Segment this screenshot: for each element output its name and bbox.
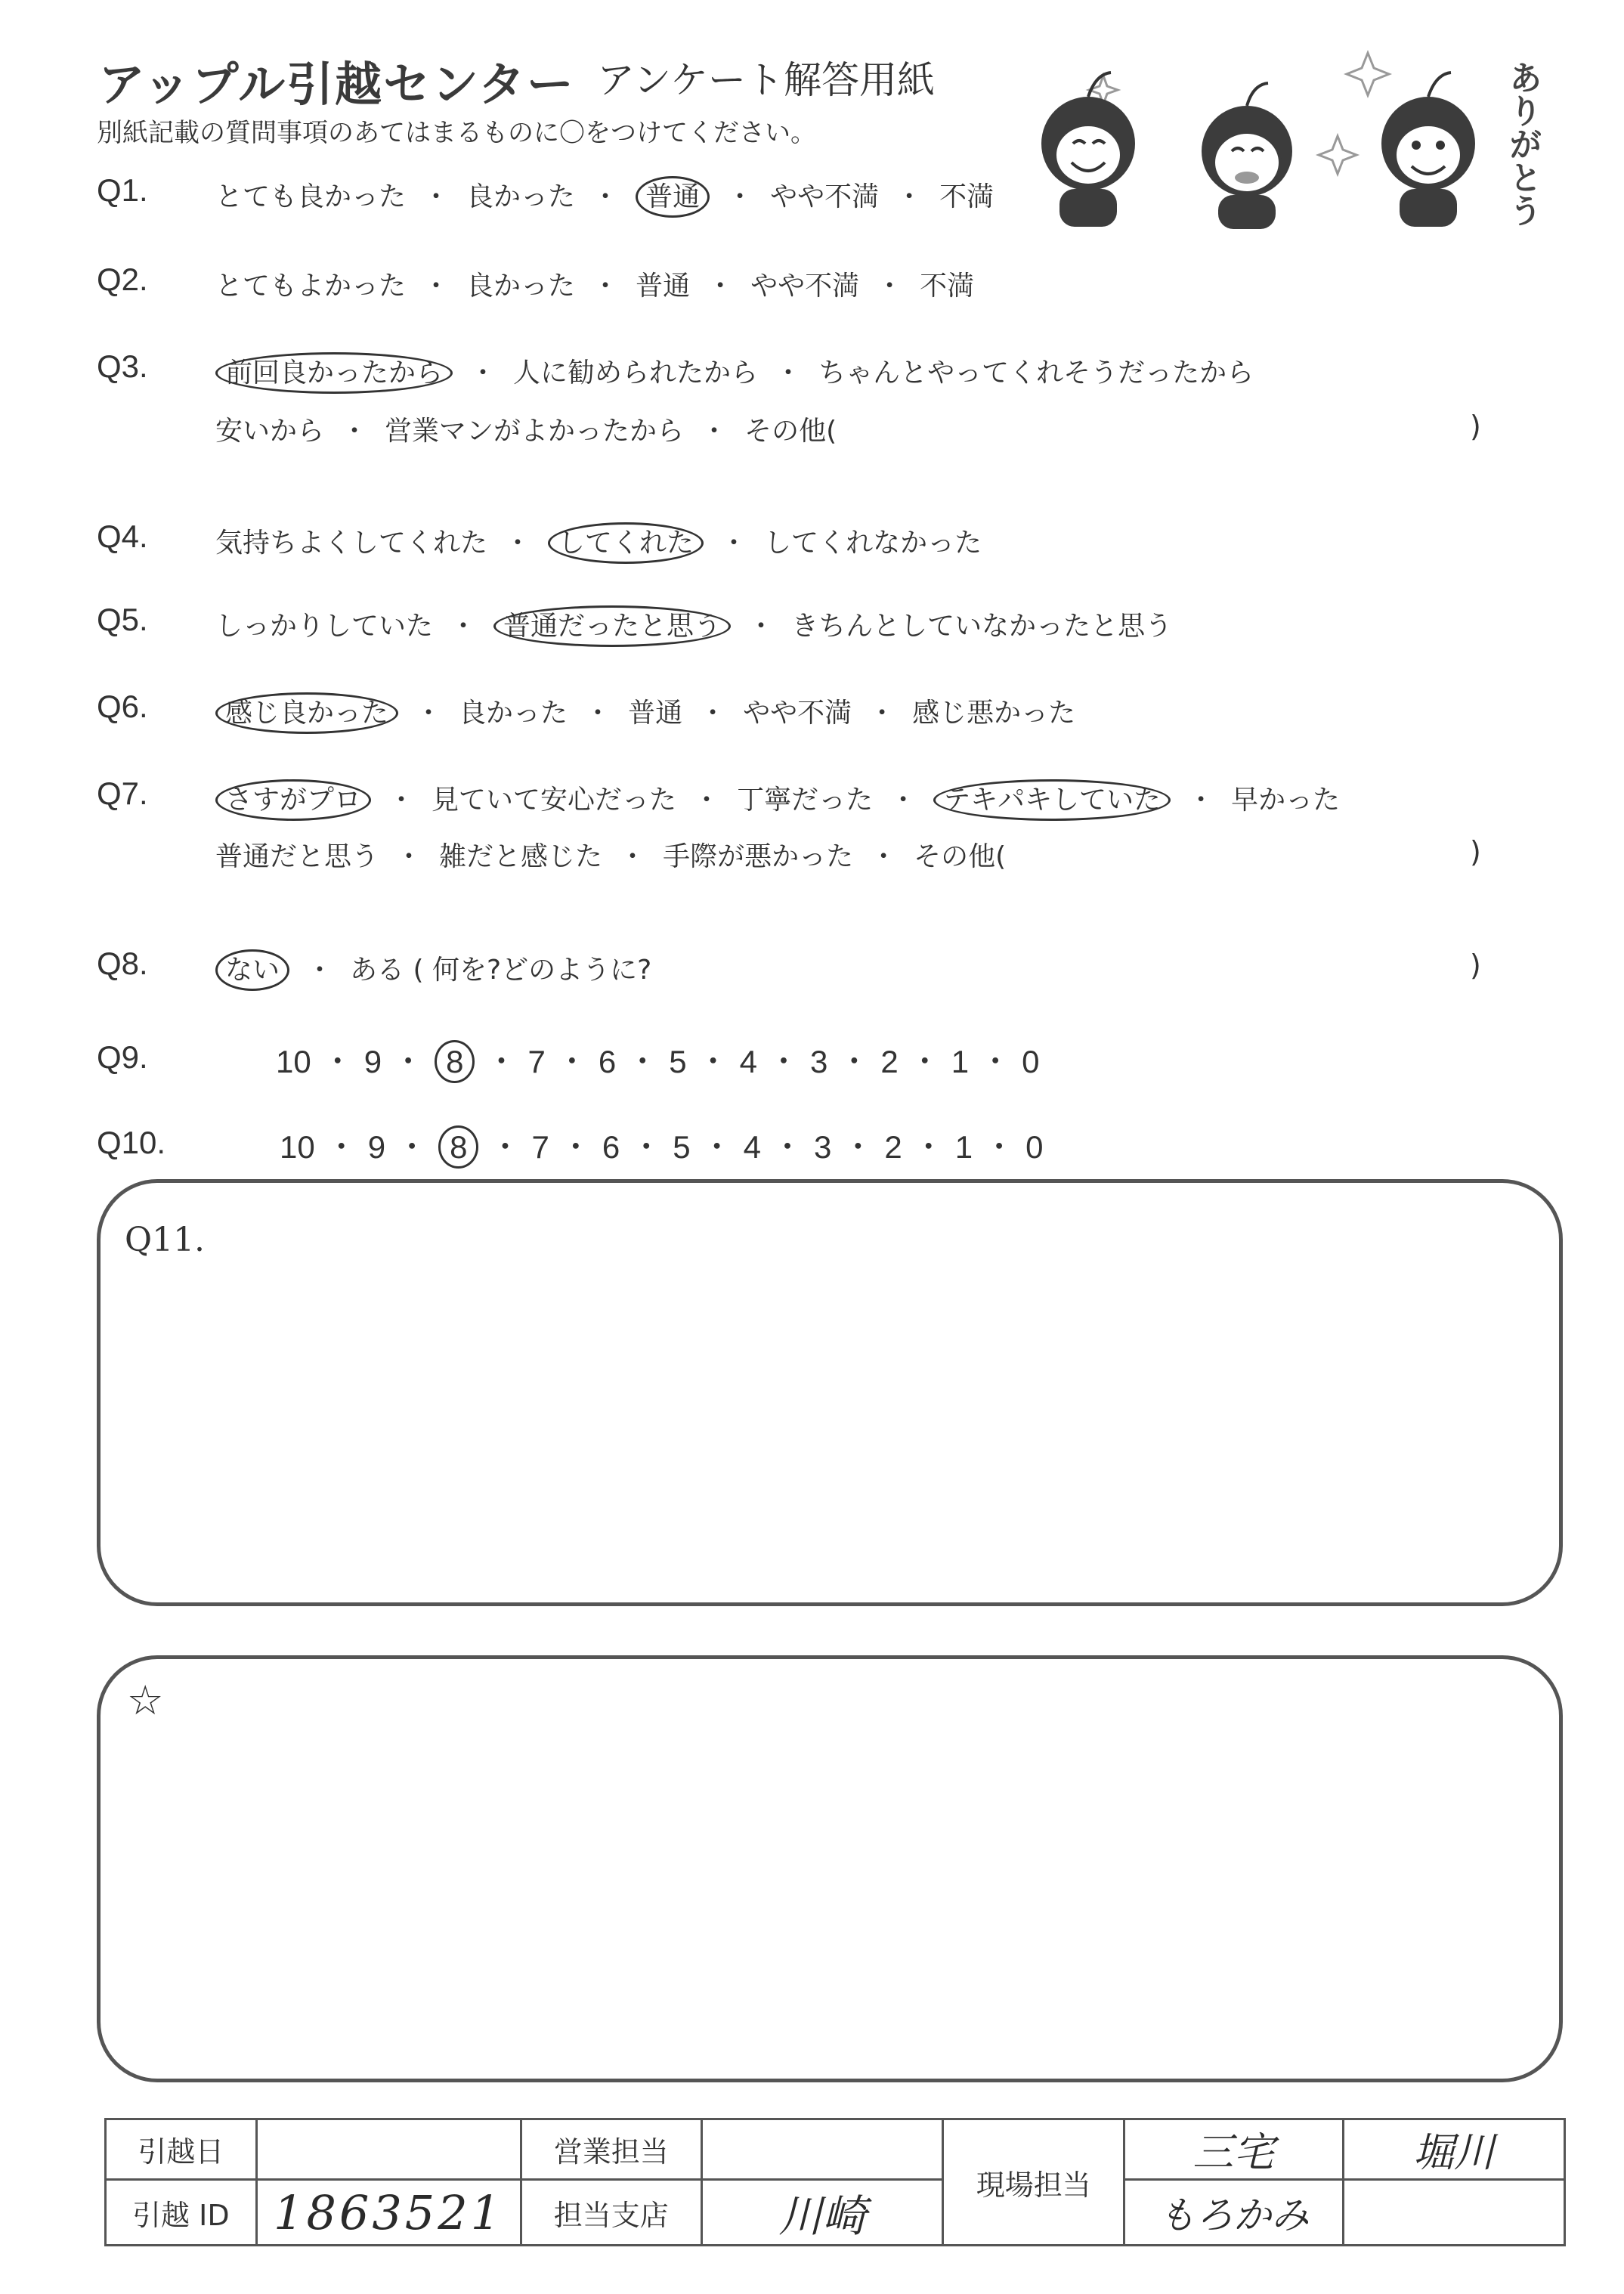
question-label: Q4. [97,519,148,554]
separator-dot: ・ [504,528,532,559]
sparkle-icon [1347,53,1389,95]
sales-staff-value[interactable] [702,2119,943,2180]
separator-dot: ・ [584,698,612,729]
separator-dot: ・ [341,416,369,447]
star-icon: ☆ [127,1676,164,1724]
answer-option[interactable]: 良かった [466,181,576,212]
answer-option[interactable]: ちゃんとやってくれそうだったから [818,358,1254,389]
question-label: Q2. [97,262,148,297]
separator-dot: ・ [489,1129,521,1165]
separator-dot: ・ [592,271,620,302]
separator-dot: ・ [775,358,803,389]
answer-option[interactable]: 良かった [459,698,568,729]
answer-option[interactable]: 普通 [628,698,683,729]
answer-option-selected[interactable]: 前回良かったから [215,352,453,394]
separator-dot: ・ [870,841,898,872]
branch-value[interactable]: 川崎 [702,2180,943,2246]
separator-dot: ・ [983,1129,1016,1165]
answer-options-row [215,605,1172,643]
separator-dot: ・ [306,955,334,986]
separator-dot: ・ [912,1129,945,1165]
answer-option[interactable]: その他( [744,416,837,447]
score-option[interactable]: 6 [602,1129,620,1165]
field-staff-2[interactable]: 堀川 [1343,2119,1565,2180]
field-staff-1[interactable]: 三宅 [1124,2119,1343,2180]
question-label: Q6. [97,689,148,724]
score-option[interactable]: 5 [669,1044,687,1079]
score-option[interactable]: 1 [951,1044,970,1079]
separator-dot: ・ [701,1129,733,1165]
score-option[interactable]: 0 [1025,1129,1044,1165]
separator-dot: ・ [619,841,647,872]
separator-dot: ・ [842,1129,874,1165]
answer-option-selected[interactable]: テキパキしていた [933,779,1171,821]
separator-dot: ・ [889,785,917,816]
separator-dot: ・ [707,271,735,302]
score-option[interactable]: 10 [280,1129,315,1165]
separator-dot: ・ [697,1044,729,1079]
answer-options-row [215,265,974,303]
separator-dot: ・ [325,1129,357,1165]
score-option[interactable]: 0 [1022,1044,1040,1079]
answer-option[interactable]: 感じ悪かった [912,698,1076,729]
q9-scale [276,1037,1039,1082]
question-label: Q1. [97,172,148,208]
separator-dot: ・ [415,698,443,729]
score-option[interactable]: 10 [276,1044,311,1079]
separator-dot: ・ [699,698,727,729]
monkey-icon [1381,73,1475,227]
branch-label: 担当支店 [521,2180,702,2246]
score-option[interactable]: 4 [743,1129,761,1165]
separator-dot: ・ [896,181,923,212]
answer-option-selected[interactable]: ない [215,949,289,991]
answer-option[interactable]: とても良かった [215,181,407,212]
answer-option[interactable]: とてもよかった [215,271,407,302]
monkey-icon [1041,73,1135,227]
close-parenthesis: ) [1470,410,1481,443]
score-option[interactable]: 9 [363,1044,382,1079]
separator-dot: ・ [979,1044,1012,1079]
separator-dot: ・ [868,698,896,729]
separator-dot: ・ [626,1044,659,1079]
separator-dot: ・ [747,611,775,642]
score-option[interactable]: 3 [813,1129,832,1165]
answer-option[interactable]: 安いから [215,416,325,447]
answer-option[interactable]: ある ( 何を?どのように? [350,955,652,986]
answer-option-selected[interactable]: 普通だったと思う [493,605,731,647]
separator-dot: ・ [396,1129,428,1165]
separator-dot: ・ [592,181,620,212]
answer-option[interactable]: 不満 [920,271,975,302]
separator-dot: ・ [321,1044,354,1079]
question-label: Q8. [97,946,148,981]
answer-option[interactable]: 営業マンがよかったから [385,416,685,447]
answer-options-row [215,351,1254,390]
field-staff-3[interactable]: もろかみ [1124,2180,1343,2246]
separator-dot: ・ [559,1129,592,1165]
answer-option-selected[interactable]: してくれた [548,522,704,564]
answer-option[interactable]: やや不満 [750,271,860,302]
answer-option[interactable]: きちんとしていなかったと思う [791,611,1173,642]
separator-dot: ・ [388,785,416,816]
separator-dot: ・ [838,1044,871,1079]
q10-scale [280,1122,1043,1168]
score-option[interactable]: 5 [673,1129,691,1165]
comment-box[interactable] [97,1655,1563,2082]
answer-options-row [215,522,982,560]
answer-option[interactable]: やや不満 [770,181,880,212]
answer-options-row [215,949,651,987]
answer-option[interactable]: 良かった [466,271,576,302]
answer-options-row [215,410,837,448]
instructions: 別紙記載の質問事項のあてはまるものに〇をつけてください。 [97,118,816,148]
separator-dot: ・ [450,611,478,642]
answer-option[interactable]: やや不満 [743,698,852,729]
close-parenthesis: ) [1470,835,1481,868]
monkey-mascots-illustration [1020,45,1564,234]
score-option[interactable]: 6 [598,1044,617,1079]
answer-option[interactable]: してくれなかった [764,528,982,559]
separator-dot: ・ [720,528,748,559]
answer-options-row [215,779,1340,817]
answer-option[interactable]: 丁寧だった [737,785,874,816]
separator-dot: ・ [555,1044,588,1079]
monkey-icon [1202,83,1292,229]
separator-dot: ・ [469,358,497,389]
separator-dot: ・ [485,1044,518,1079]
separator-dot: ・ [422,271,450,302]
score-option[interactable]: 2 [884,1129,902,1165]
separator-dot: ・ [726,181,754,212]
answer-option[interactable]: 早かった [1231,785,1341,816]
answer-option[interactable]: 人に勧められたから [513,358,759,389]
q11-answer-box[interactable] [97,1179,1563,1606]
separator-dot: ・ [908,1044,941,1079]
staff-info-table [104,2118,1566,2246]
answer-option[interactable]: 見ていて安心だった [432,785,677,816]
answer-option[interactable]: 普通 [636,271,691,302]
answer-option[interactable]: 手際が悪かった [663,841,854,872]
q11-label: Q11. [125,1221,206,1259]
question-label: Q7. [97,776,148,811]
answer-options-row [215,692,1075,730]
answer-option[interactable]: 雑だと感じた [439,841,603,872]
q10-label: Q10. [97,1125,166,1160]
score-option-selected[interactable]: 8 [438,1125,478,1169]
score-option[interactable]: 7 [527,1044,546,1079]
separator-dot: ・ [771,1129,803,1165]
field-staff-4[interactable] [1343,2180,1565,2246]
separator-dot: ・ [630,1129,663,1165]
separator-dot: ・ [392,1044,425,1079]
form-title: アンケート解答用紙 [597,58,935,102]
q9-label: Q9. [97,1039,148,1075]
score-option[interactable]: 4 [739,1044,757,1079]
separator-dot: ・ [1187,785,1215,816]
answer-option[interactable]: しっかりしていた [215,611,434,642]
move-date-value[interactable] [256,2119,521,2180]
answer-option-selected[interactable]: さすがプロ [215,779,371,821]
close-parenthesis: ) [1470,949,1481,982]
answer-option[interactable]: その他( [914,841,1007,872]
answer-option[interactable]: 気持ちよくしてくれた [215,528,488,559]
score-option[interactable]: 7 [531,1129,549,1165]
company-title: アップル引越センター [98,57,575,112]
separator-dot: ・ [767,1044,800,1079]
separator-dot: ・ [395,841,423,872]
score-option[interactable]: 9 [367,1129,386,1165]
answer-option-selected[interactable]: 普通 [636,176,710,218]
score-option[interactable]: 3 [809,1044,828,1079]
answer-option-selected[interactable]: 感じ良かった [215,692,398,734]
question-label: Q3. [97,348,148,384]
answer-option[interactable]: 不満 [939,181,995,212]
answer-options-row [215,175,994,214]
score-option-selected[interactable]: 8 [435,1040,475,1083]
move-id-label: 引越 ID [106,2180,257,2246]
score-option[interactable]: 2 [880,1044,899,1079]
question-label: Q5. [97,602,148,637]
answer-options-row [215,835,1006,874]
field-staff-label: 現場担当 [943,2119,1124,2246]
separator-dot: ・ [876,271,904,302]
separator-dot: ・ [701,416,728,447]
answer-option[interactable]: 普通だと思う [215,841,379,872]
move-id-value[interactable]: 1863521 [256,2180,521,2246]
separator-dot: ・ [422,181,450,212]
move-date-label: 引越日 [106,2119,257,2180]
thanks-text: ありがとう [1503,60,1542,227]
score-option[interactable]: 1 [954,1129,973,1165]
sparkle-icon [1319,136,1356,174]
sales-staff-label: 営業担当 [521,2119,702,2180]
separator-dot: ・ [693,785,721,816]
